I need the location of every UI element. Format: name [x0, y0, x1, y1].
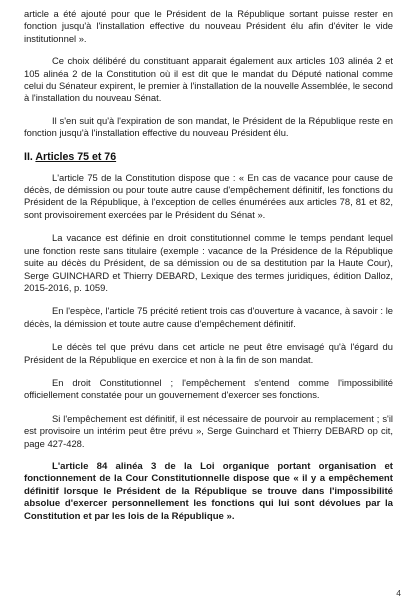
paragraph-mandate-expiry: Il s'en suit qu'à l'expiration de son mandat, le Président de la République reste en fonction jusqu'à l'installation effective du nouveau Président élu.: [24, 114, 393, 139]
section-title: Articles 75 et 76: [35, 150, 117, 163]
paragraph-article-84: L'article 84 alinéa 3 de la Loi organique portant organisation et fonctionnement de la Cour Constitutionnelle dispose que « il y a empêchement définitif lorsque le Président de la République se trouve dans l'impossibilité absolue d'exercer personnellement les fonctions qui lui sont dévolues par la Constitution et par les lois de la République ».: [24, 460, 393, 522]
paragraph-vacancy-definition: La vacance est définie en droit constitutionnel comme le temps pendant lequel une fonction reste sans titulaire (exemple : vacance de la Présidence de la République suite au décès du Président, de sa démission ou de sa destitution par la Haute Cour), Serge GUINCHARD et Thierry DEBARD, Lexique des termes juridiques, édition Dalloz, 2015-2016, p. 1059.: [24, 232, 393, 293]
paragraph-death-case: Le décès tel que prévu dans cet article ne peut être envisagé qu'à l'égard du Président de la République en exercice et non à la fin de son mandat.: [24, 341, 393, 365]
paragraph-article-75: L'article 75 de la Constitution dispose que : « En cas de vacance pour cause de décès, de démission ou pour toute autre cause d'empêchement définitif, les fonctions du Président de la République, à l'exception de celles énumérées aux articles 78, 81 et 82, sont provisoirement exercées par le Président du Sénat ».: [24, 171, 393, 220]
paragraph-constituent-choice: Ce choix délibéré du constituant apparait également aux articles 103 alinéa 2 et 105 alinéa 2 de la Constitution où il est dit que le mandat du Député national comme celui du Sénateur expirent, le premier à l'installation de la nouvelle Assemblée, le second à l'installation du nouveau Sénat.: [24, 55, 393, 104]
section-heading: [24, 151, 393, 164]
paragraph-three-cases: En l'espèce, l'article 75 précité retient trois cas d'ouverture à vacance, à savoir : le décès, la démission et toute autre cause d'empêchement définitif.: [24, 305, 393, 329]
paragraph-continuation: article a été ajouté pour que le Président de la République sortant puisse rester en fonction jusqu'à l'installation effective du nouveau Président élu afin d'éviter le vide institutionnel ».: [24, 8, 393, 44]
page-number: 4: [396, 588, 401, 598]
paragraph-definitive-impediment: Si l'empêchement est définitif, il est nécessaire de pourvoir au remplacement ; s'il est provisoire un intérim peut être prévu », Serge Guinchard et Thierry DEBARD op cit, page 427-428.: [24, 412, 393, 449]
paragraph-impediment-definition: En droit Constitutionnel ; l'empêchement s'entend comme l'impossibilité officiellement constatée pour un gouvernement d'exercer ses fonctions.: [24, 376, 393, 401]
section-number: II.: [24, 150, 33, 163]
